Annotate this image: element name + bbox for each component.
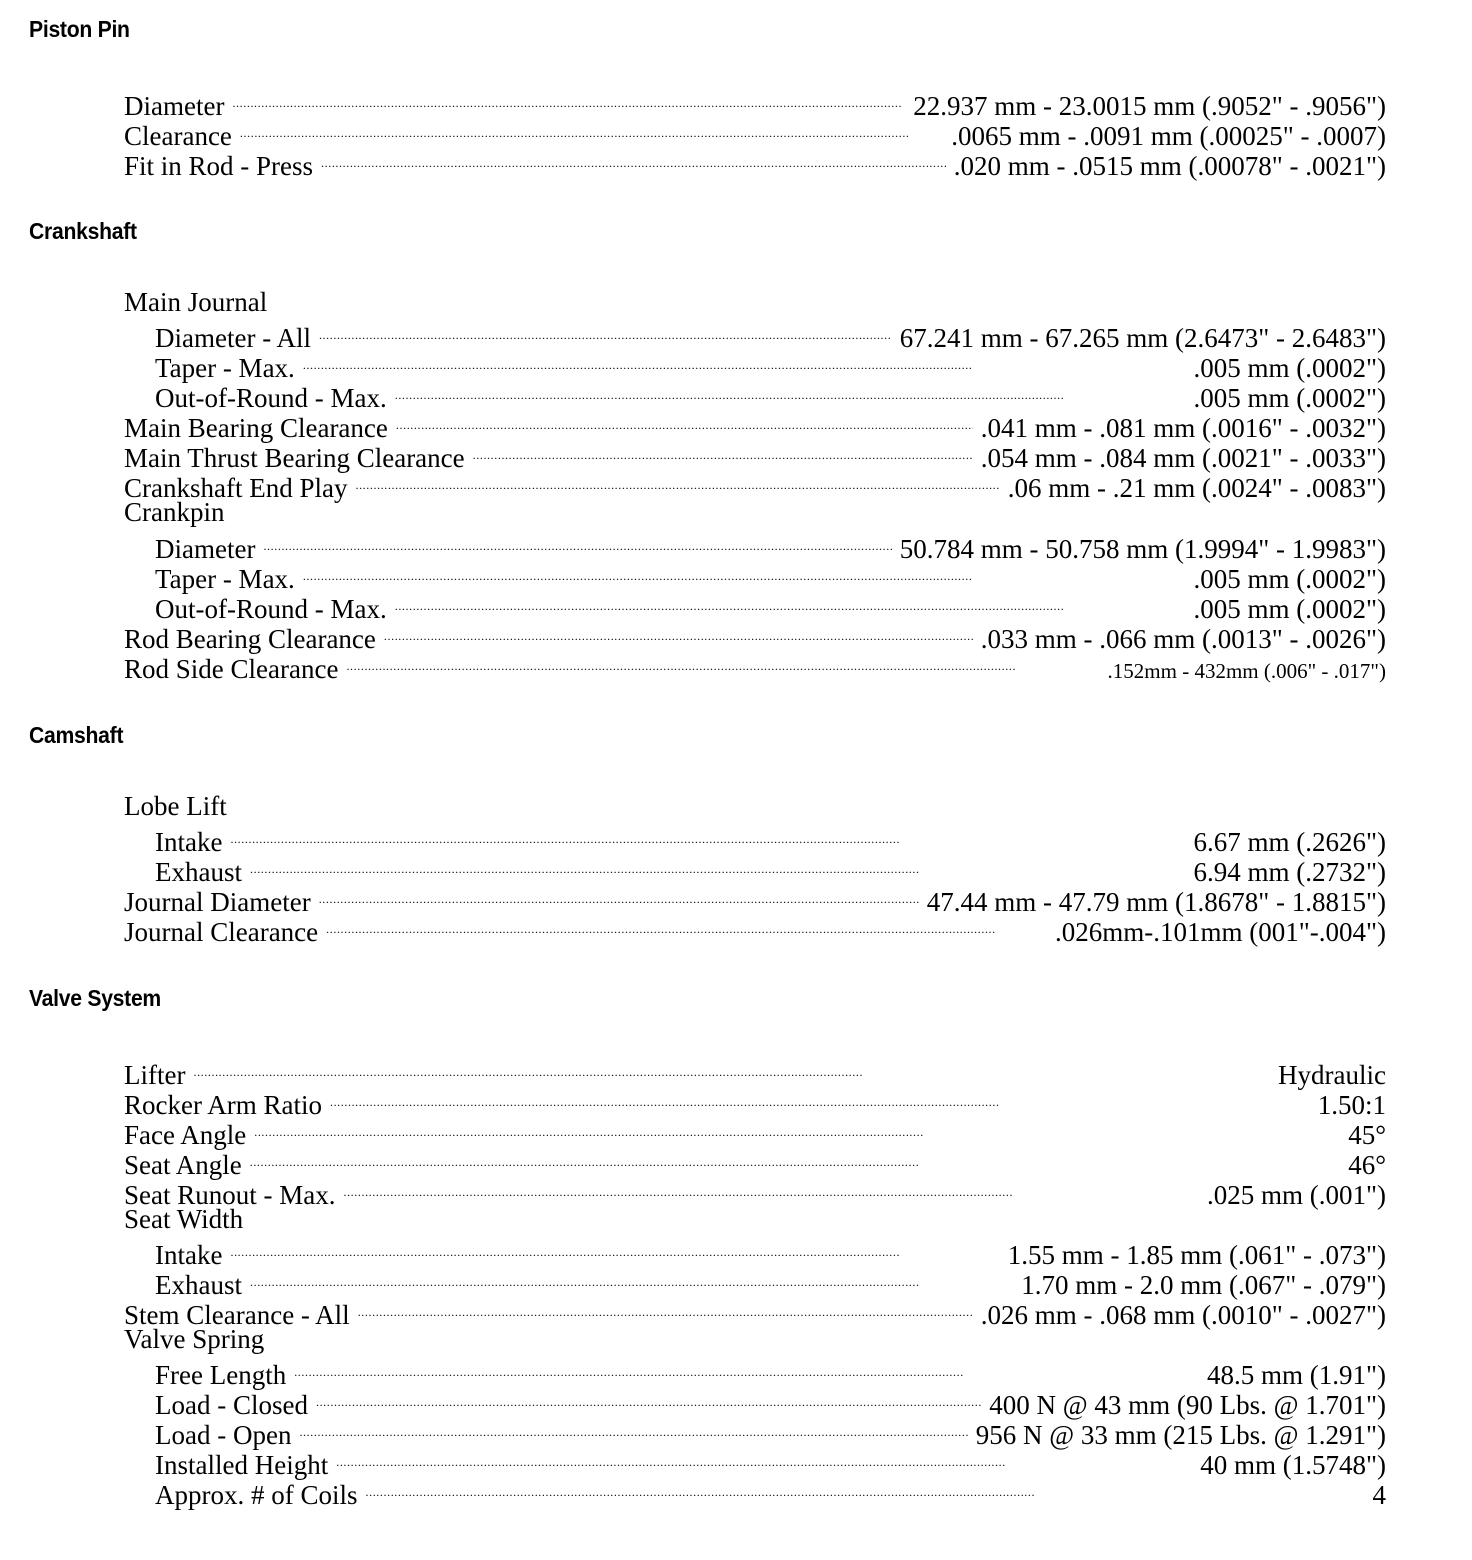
spec-row [124, 85, 1386, 121]
spec-label: Installed Height [155, 1450, 329, 1480]
spec-label: Rod Side Clearance [124, 654, 339, 684]
dot-leader [343, 1174, 1199, 1204]
dot-leader [366, 1474, 1365, 1504]
spec-label: Free Length [155, 1360, 287, 1390]
spec-subheading [124, 791, 235, 821]
spec-value: .033 mm - .066 mm (.0013" - .0026") [980, 624, 1386, 654]
dot-leader [346, 648, 1099, 678]
dot-leader [250, 1144, 1340, 1174]
spec-label: Out-of-Round - Max. [155, 594, 387, 624]
spec-value: 48.5 mm (1.91") [1206, 1360, 1386, 1390]
dot-leader [396, 407, 973, 437]
spec-value: 47.44 mm - 47.79 mm (1.8678" - 1.8815") [926, 887, 1386, 917]
spec-row [124, 1294, 1386, 1330]
spec-value: .005 mm (.0002") [1193, 564, 1386, 594]
spec-row [155, 317, 1386, 353]
spec-value: 4 [1372, 1480, 1386, 1510]
spec-row [124, 648, 1386, 684]
spec-row [124, 618, 1386, 654]
spec-row [155, 1354, 1386, 1390]
spec-value: 6.94 mm (.2732") [1193, 857, 1386, 887]
spec-value: 45° [1348, 1120, 1386, 1150]
spec-row [155, 1444, 1386, 1480]
spec-row [155, 821, 1386, 857]
spec-row [155, 558, 1386, 594]
spec-label: Valve Spring [124, 1324, 265, 1354]
spec-label: Crankshaft End Play [124, 473, 348, 503]
spec-label: Taper - Max. [155, 564, 295, 594]
spec-value: 46° [1348, 1150, 1386, 1180]
spec-label: Crankpin [124, 497, 225, 527]
spec-value: .041 mm - .081 mm (.0016" - .0032") [980, 413, 1386, 443]
spec-label: Main Bearing Clearance [124, 413, 388, 443]
dot-leader [384, 618, 973, 648]
spec-row [155, 1414, 1386, 1450]
spec-value: 50.784 mm - 50.758 mm (1.9994" - 1.9983") [899, 534, 1386, 564]
spec-value: 1.55 mm - 1.85 mm (.061" - .073") [1007, 1240, 1386, 1270]
spec-label: Lobe Lift [124, 791, 227, 821]
dot-leader [250, 851, 1185, 881]
dot-leader [330, 1084, 1310, 1114]
spec-label: Journal Diameter [124, 887, 311, 917]
spec-row [124, 1144, 1386, 1180]
spec-value: 400 N @ 43 mm (90 Lbs. @ 1.701") [989, 1390, 1386, 1420]
dot-leader [326, 911, 1047, 941]
spec-row [155, 1234, 1386, 1270]
spec-value: .005 mm (.0002") [1193, 594, 1386, 624]
spec-value: .06 mm - .21 mm (.0024" - .0083") [1007, 473, 1386, 503]
spec-value: 956 N @ 33 mm (215 Lbs. @ 1.291") [975, 1420, 1386, 1450]
section-title-piston-pin: Piston Pin [29, 16, 130, 42]
spec-row [124, 407, 1386, 443]
spec-label: Out-of-Round - Max. [155, 383, 387, 413]
dot-leader [303, 558, 1186, 588]
dot-leader [395, 588, 1186, 618]
dot-leader [395, 377, 1186, 407]
spec-label: Rod Bearing Clearance [124, 624, 376, 654]
dot-leader [321, 145, 946, 175]
spec-row [124, 1084, 1386, 1120]
dot-leader [319, 881, 919, 911]
spec-value: .020 mm - .0515 mm (.00078" - .0021") [953, 151, 1386, 181]
section-title-crankshaft: Crankshaft [29, 218, 137, 244]
spec-row [155, 528, 1386, 564]
dot-leader [473, 437, 973, 467]
spec-label: Lifter [124, 1060, 186, 1090]
spec-row [155, 851, 1386, 887]
dot-leader [263, 528, 891, 558]
spec-row [124, 911, 1386, 947]
dot-leader [336, 1444, 1192, 1474]
dot-leader [250, 1264, 1013, 1294]
spec-label: Approx. # of Coils [155, 1480, 358, 1510]
spec-row [155, 377, 1386, 413]
spec-row [124, 115, 1386, 151]
spec-subheading [124, 287, 275, 317]
spec-label: Face Angle [124, 1120, 247, 1150]
dot-leader [230, 1234, 999, 1264]
spec-label: Exhaust [155, 857, 242, 887]
spec-subheading [124, 497, 233, 527]
dot-leader [240, 115, 943, 145]
spec-row [155, 347, 1386, 383]
spec-value: .026 mm - .068 mm (.0010" - .0027") [980, 1300, 1386, 1330]
spec-row [155, 1474, 1386, 1510]
spec-label: Load - Closed [155, 1390, 308, 1420]
spec-label: Fit in Rod - Press [124, 151, 314, 181]
spec-row [124, 437, 1386, 473]
spec-label: Diameter [124, 91, 225, 121]
dot-leader [358, 1294, 973, 1324]
spec-value: .152mm - 432mm (.006" - .017") [1107, 659, 1386, 683]
spec-label: Seat Runout - Max. [124, 1180, 336, 1210]
spec-label: Seat Width [124, 1204, 244, 1234]
section-title-camshaft: Camshaft [29, 722, 124, 748]
dot-leader [299, 1414, 967, 1444]
spec-value: 1.50:1 [1317, 1090, 1386, 1120]
spec-row [155, 1384, 1386, 1420]
spec-row [124, 1174, 1386, 1210]
spec-label: Clearance [124, 121, 232, 151]
spec-row [124, 145, 1386, 181]
spec-row [124, 1114, 1386, 1150]
spec-value: 1.70 mm - 2.0 mm (.067" - .079") [1021, 1270, 1386, 1300]
spec-value: .005 mm (.0002") [1193, 383, 1386, 413]
dot-leader [319, 317, 892, 347]
dot-leader [355, 467, 999, 497]
spec-label: Rocker Arm Ratio [124, 1090, 322, 1120]
spec-row [124, 881, 1386, 917]
spec-value: 67.241 mm - 67.265 mm (2.6473" - 2.6483") [899, 323, 1386, 353]
spec-subheading [124, 1324, 272, 1354]
spec-row [124, 1054, 1386, 1090]
spec-value: 40 mm (1.5748") [1200, 1450, 1386, 1480]
spec-label: Main Thrust Bearing Clearance [124, 443, 465, 473]
dot-leader [193, 1054, 1270, 1084]
spec-label: Taper - Max. [155, 353, 295, 383]
spec-label: Intake [155, 827, 223, 857]
section-title-valve-system: Valve System [29, 985, 161, 1011]
spec-label: Seat Angle [124, 1150, 242, 1180]
spec-value: .025 mm (.001") [1206, 1180, 1386, 1210]
spec-value: .054 mm - .084 mm (.0021" - .0033") [980, 443, 1386, 473]
spec-label: Intake [155, 1240, 223, 1270]
spec-value: .026mm-.101mm (001"-.004") [1054, 917, 1386, 947]
spec-value: 6.67 mm (.2626") [1193, 827, 1386, 857]
spec-value: .005 mm (.0002") [1193, 353, 1386, 383]
spec-value: 22.937 mm - 23.0015 mm (.9052" - .9056") [913, 91, 1386, 121]
dot-leader [294, 1354, 1199, 1384]
spec-value: .0065 mm - .0091 mm (.00025" - .0007) [951, 121, 1386, 151]
dot-leader [254, 1114, 1340, 1144]
spec-label: Diameter [155, 534, 256, 564]
spec-label: Main Journal [124, 287, 268, 317]
spec-row [155, 588, 1386, 624]
dot-leader [316, 1384, 981, 1414]
spec-value: Hydraulic [1278, 1060, 1386, 1090]
spec-label: Journal Clearance [124, 917, 319, 947]
spec-row [155, 1264, 1386, 1300]
spec-subheading [124, 1204, 251, 1234]
dot-leader [230, 821, 1185, 851]
spec-label: Load - Open [155, 1420, 292, 1450]
spec-label: Diameter - All [155, 323, 311, 353]
spec-label: Stem Clearance - All [124, 1300, 350, 1330]
spec-label: Exhaust [155, 1270, 242, 1300]
spec-row [124, 467, 1386, 503]
dot-leader [232, 85, 905, 115]
dot-leader [303, 347, 1186, 377]
